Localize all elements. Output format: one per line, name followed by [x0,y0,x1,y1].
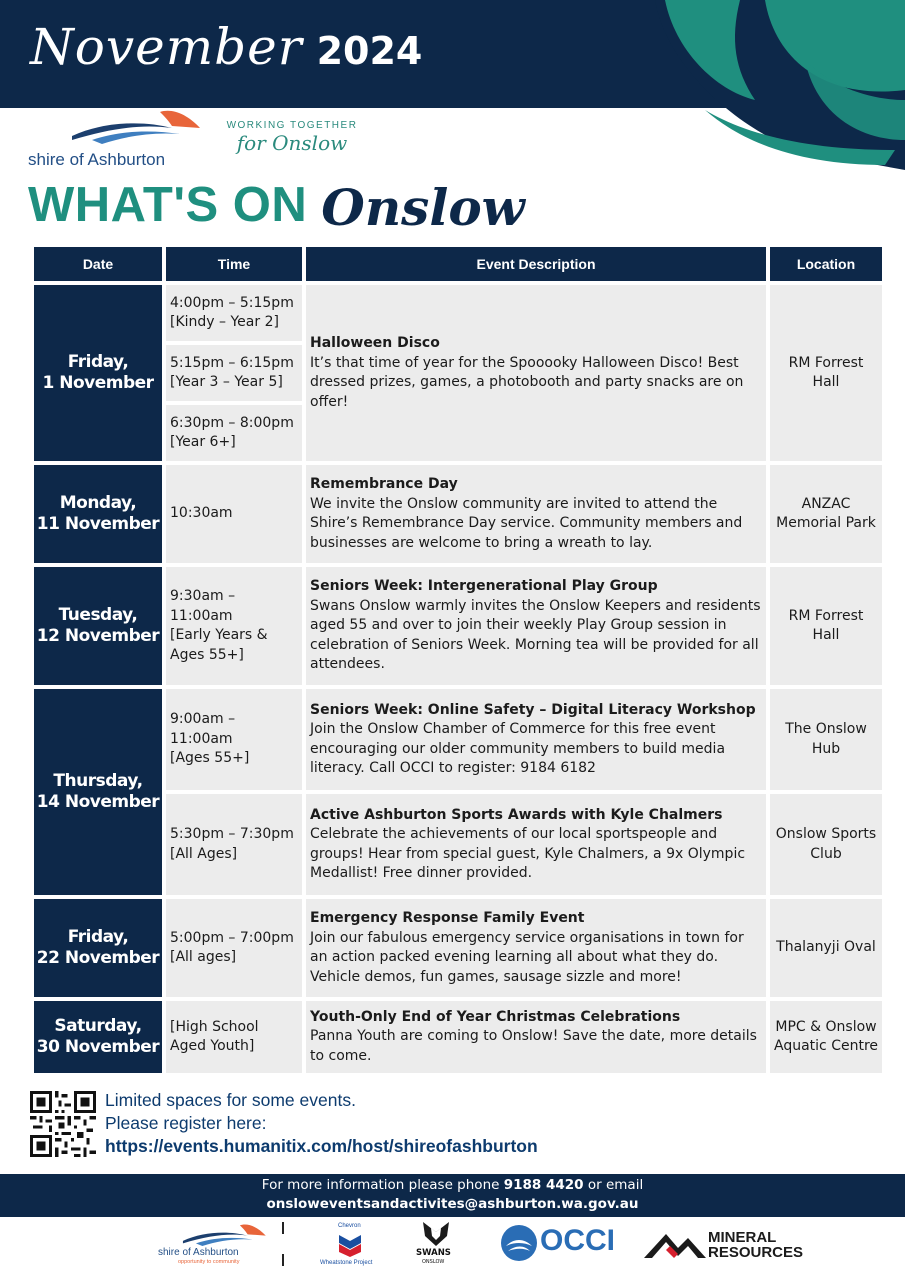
time-cell: [High School Aged Youth] [166,1001,302,1073]
time-cell: 9:30am – 11:00am [Early Years & Ages 55+] [166,567,302,685]
qr-code-icon[interactable] [30,1091,96,1157]
date-cell: Thursday, 14 November [34,689,162,895]
header-time: Time [166,247,302,281]
header-location: Location [770,247,882,281]
whats-on-text: WHAT'S ON [28,178,308,232]
month-year: 2024 [316,29,423,73]
description-cell [306,285,766,461]
date-cell: Tuesday, 12 November [34,567,162,685]
event-description: Join the Onslow Chamber of Commerce for this free event encouraging our older community members to build media literacy. Call OCCI to register: 9184 6182 [310,721,726,776]
event-description: We invite the Onslow community are invited to attend the Shire’s Remembrance Day service. Community members and businesses are welcome to bring a wreath to lay. [310,495,743,551]
working-together-logo [222,120,362,155]
sponsor-shire-logo: shire of Ashburton opportunity to community [158,1218,258,1278]
event-description: Panna Youth are coming to Onslow! Save the date, more details to come. [310,1028,757,1064]
divider [282,1254,284,1266]
description-cell [306,899,766,997]
time-cell: 5:30pm – 7:30pm [All Ages] [166,794,302,895]
time-cell: 6:30pm – 8:00pm [Year 6+] [166,405,302,461]
sponsor-occi-logo: OCCI [500,1218,615,1278]
event-title: Youth-Only End of Year Christmas Celebrations [310,1008,681,1025]
location-cell: Onslow Sports Club [770,794,882,895]
event-title: Seniors Week: Online Safety – Digital Literacy Workshop [310,701,756,718]
sponsor-swans-logo: SWANS ONSLOW [414,1218,458,1278]
occi-circle-icon [500,1224,538,1262]
event-description: Swans Onslow warmly invites the Onslow Keepers and residents aged 55 and over to join their weekly Play Group session in celebration of Seniors Week. Morning tea will be provided for all attendees. [310,597,761,673]
event-title: Emergency Response Family Event [310,910,585,926]
location-cell: Thalanyji Oval [770,899,882,997]
contact-footer [0,1174,905,1217]
event-title: Active Ashburton Sports Awards with Kyle Chalmers [310,806,723,823]
description-cell [306,465,766,563]
header-date: Date [34,247,162,281]
description-cell [306,794,766,895]
month-title [30,18,422,76]
corner-swoosh-art [645,0,905,170]
registration-line2: Please register here: [105,1113,267,1133]
shire-name: shire of Ashburton [28,150,166,169]
for-onslow-text: for Onslow [236,131,348,155]
time-cell: 5:00pm – 7:00pm [All ages] [166,899,302,997]
page-title [28,170,525,240]
date-cell: Saturday, 30 November [34,1001,162,1073]
shire-wave-icon [72,110,202,144]
contact-line: For more information please phone 9188 4420 or email [261,1177,644,1193]
description-cell [306,689,766,790]
table-row [34,465,882,563]
time-cell: 4:00pm – 5:15pm [Kindy – Year 2] [166,285,302,341]
shire-of-ashburton-logo [28,110,198,174]
date-cell: Friday, 1 November [34,285,162,461]
table-row [34,285,882,341]
table-row [34,1001,882,1073]
location-cell: RM Forrest Hall [770,285,882,461]
contact-email[interactable]: onsloweventsandactivites@ashburton.wa.gov.au [266,1196,639,1212]
event-title: Seniors Week: Intergenerational Play Group [310,578,658,595]
registration-info [105,1089,538,1158]
chevron-logo-icon [337,1231,363,1257]
divider [282,1222,284,1234]
sponsor-chevron-logo: Chevron Wheatstone Project [320,1223,373,1266]
event-description: It’s that time of year for the Spooooky Halloween Disco! Best dressed prizes, games, a photobooth and party snacks are on offer! [310,354,744,410]
events-table [30,243,886,1077]
time-cell: 5:15pm – 6:15pm [Year 3 – Year 5] [166,345,302,401]
table-row [34,567,882,685]
location-cell: RM Forrest Hall [770,567,882,685]
event-description: Celebrate the achievements of our local sportspeople and groups! Hear from special guest, Kyle Chalmers, a 9x Olympic Medallist! Free dinner provided. [310,826,746,881]
header-description: Event Description [306,247,766,281]
description-cell [306,567,766,685]
sponsor-logos [0,1218,905,1280]
time-cell: 9:00am – 11:00am [Ages 55+] [166,689,302,790]
contact-phone[interactable]: 9188 4420 [503,1177,584,1193]
onslow-script-text: Onslow [321,178,525,237]
date-cell: Friday, 22 November [34,899,162,997]
location-cell: ANZAC Memorial Park [770,465,882,563]
shire-wave-icon [180,1224,270,1246]
event-title: Halloween Disco [310,335,440,351]
description-cell [306,1001,766,1073]
event-description: Join our fabulous emergency service organisations in town for an action packed evening learning all about what they do. Vehicle demos, fun games, sausage sizzle and more! [310,929,744,985]
table-header-row [34,247,882,281]
mountain-icon [644,1230,706,1260]
location-cell: MPC & Onslow Aquatic Centre [770,1001,882,1073]
sponsor-mineral-resources-logo: MINERAL RESOURCES [644,1218,799,1278]
registration-link[interactable]: https://events.humanitix.com/host/shireofashburton [105,1136,538,1156]
table-row [34,689,882,790]
registration-line1: Limited spaces for some events. [105,1090,356,1110]
time-cell: 10:30am [166,465,302,563]
swan-icon [419,1220,453,1248]
date-cell: Monday, 11 November [34,465,162,563]
event-title: Remembrance Day [310,476,458,492]
table-row [34,899,882,997]
month-script: November [30,18,303,76]
working-together-text: WORKING TOGETHER [226,120,358,131]
location-cell: The Onslow Hub [770,689,882,790]
